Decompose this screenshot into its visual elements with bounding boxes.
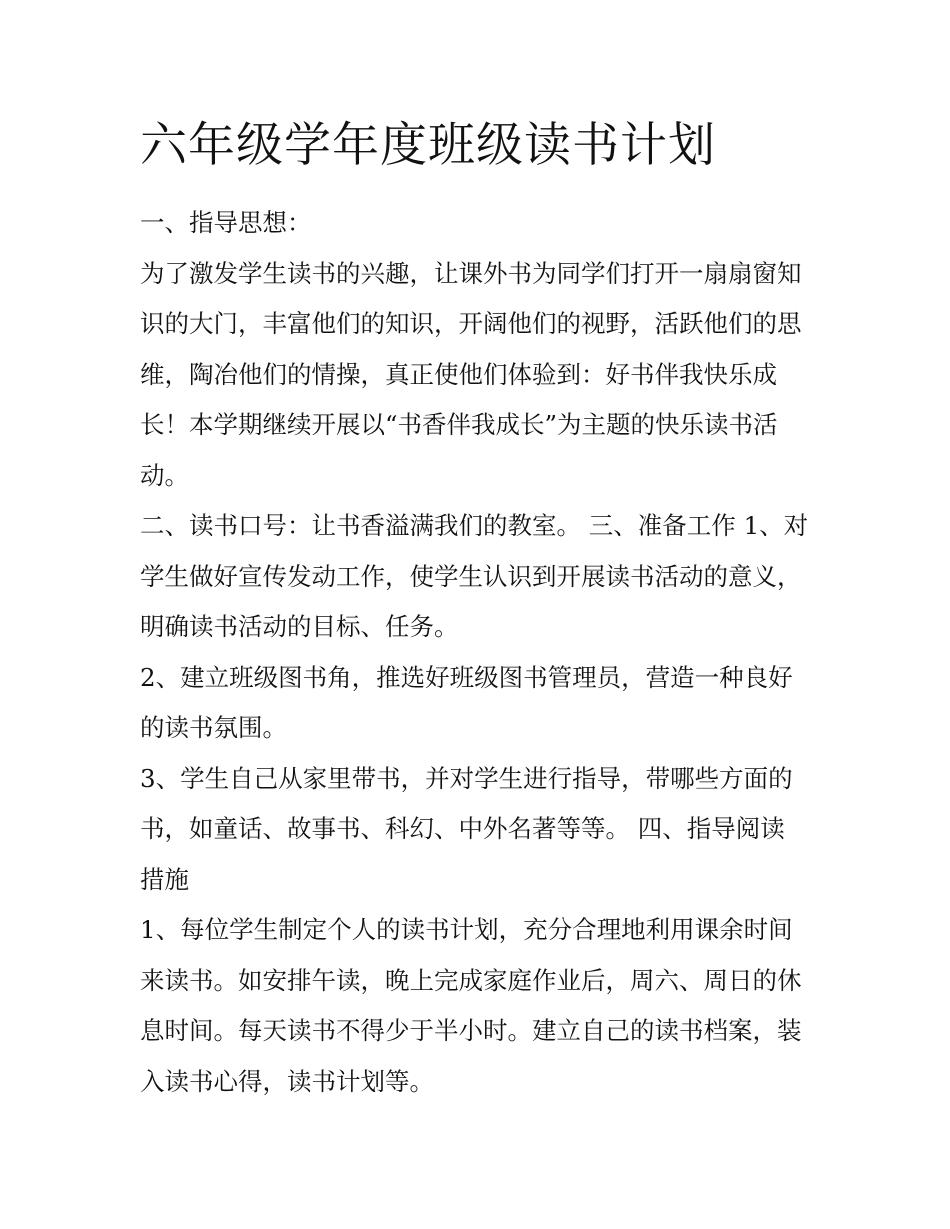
- paragraph-line: 息时间。每天读书不得少于半小时。建立自己的读书档案，装: [140, 1016, 802, 1045]
- paragraph-line: 二、读书口号：让书香溢满我们的教室。 三、准备工作 1、对: [140, 511, 809, 540]
- paragraph-line: 为了激发学生读书的兴趣，让课外书为同学们打开一扇扇窗知: [140, 258, 802, 288]
- paragraph-line: 入读书心得，读书计划等。: [140, 1066, 434, 1096]
- paragraph-line: 1、每位学生制定个人的读书计划，充分合理地利用课余时间: [140, 915, 793, 944]
- section-heading-guiding-thought: 一、指导思想：: [140, 208, 312, 237]
- paragraph-line: 来读书。如安排午读，晚上完成家庭作业后，周六、周日的休: [140, 965, 802, 995]
- paragraph-line: 维，陶冶他们的情操，真正使他们体验到：好书伴我快乐成: [140, 359, 777, 389]
- paragraph-line: 2、建立班级图书角，推选好班级图书管理员，营造一种良好: [140, 662, 793, 692]
- paragraph-line: 长！本学期继续开展以“书香伴我成长”为主题的快乐读书活: [140, 410, 778, 439]
- paragraph-line: 3、学生自己从家里带书，并对学生进行指导，带哪些方面的: [140, 763, 793, 793]
- paragraph-line: 识的大门，丰富他们的知识，开阔他们的视野，活跃他们的思: [140, 309, 802, 338]
- paragraph-line: 动。: [140, 460, 189, 490]
- paragraph-line: 学生做好宣传发动工作，使学生认识到开展读书活动的意义，: [140, 561, 802, 591]
- paragraph-line: 书，如童话、故事书、科幻、中外名著等等。 四、指导阅读: [140, 814, 785, 843]
- paragraph-line: 的读书氛围。: [140, 713, 287, 742]
- document-body: [140, 198, 816, 1107]
- paragraph-line: 措施: [140, 864, 189, 894]
- paragraph-line: 明确读书活动的目标、任务。: [140, 612, 459, 641]
- document-title: 六年级学年度班级读书计划: [140, 118, 716, 173]
